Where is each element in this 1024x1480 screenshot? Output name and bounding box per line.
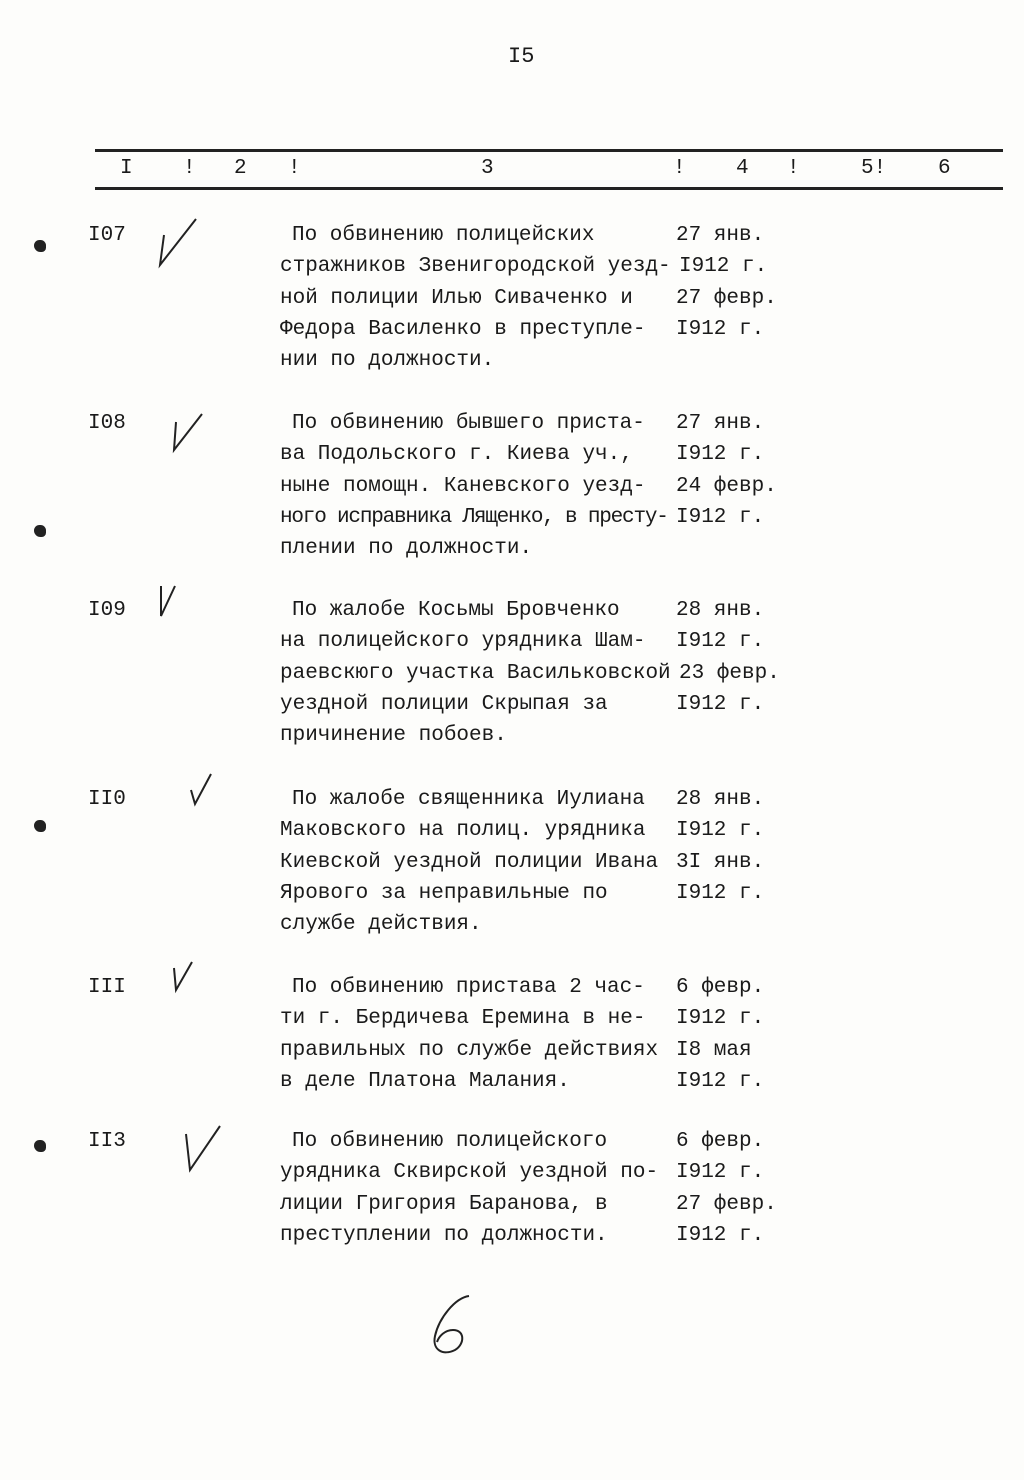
description-line: По обвинению бывшего приста- xyxy=(292,412,645,435)
description-line: на полицейского урядника Шам- xyxy=(280,630,646,654)
start-date-line: 28 янв. xyxy=(676,788,765,811)
header-col-4: 4 xyxy=(736,157,749,180)
description-line: стражников Звенигородской уезд- xyxy=(280,255,671,279)
header-col-3: 3 xyxy=(481,157,494,180)
start-date-line: 6 февр. xyxy=(676,1130,765,1153)
start-date-line: I912 г. xyxy=(676,1161,765,1185)
description-line: По жалобе Косьмы Бровченко xyxy=(292,599,620,622)
end-date-line: I912 г. xyxy=(676,881,765,905)
end-date-line: 3I янв. xyxy=(676,850,765,874)
description-line: преступлении по должности. xyxy=(280,1223,608,1247)
entry-number: II3 xyxy=(88,1130,126,1153)
entry-number: III xyxy=(88,976,126,999)
header-col-6: 6 xyxy=(938,157,951,180)
start-date-line: I912 г. xyxy=(676,443,765,467)
end-date-line: 24 февр. xyxy=(676,474,777,498)
description-line: ти г. Бердичева Еремина в не- xyxy=(280,1007,646,1031)
binding-hole-mark xyxy=(34,240,46,252)
description-line: ного исправника Лященко, в престу- xyxy=(280,505,668,529)
start-date-line: I912 г. xyxy=(676,819,765,843)
description-line: По обвинению полицейских xyxy=(292,224,595,247)
entry-number: I09 xyxy=(88,599,126,622)
header-separator: ! xyxy=(787,157,800,180)
header-bottom-rule xyxy=(95,187,1003,190)
header-col-2: 2 xyxy=(234,157,247,180)
header-separator: ! xyxy=(288,157,301,180)
description-line: урядника Сквирской уездной по- xyxy=(280,1161,659,1185)
description-line: По обвинению полицейского xyxy=(292,1130,608,1153)
handwritten-number-6 xyxy=(425,1290,485,1360)
description-line: нии по должности. xyxy=(280,349,495,373)
end-date-line: I912 г. xyxy=(676,1069,765,1093)
start-date-line: I912 г. xyxy=(676,630,765,654)
description-line: правильных по службе действиях xyxy=(280,1038,659,1062)
header-col-1: I xyxy=(120,157,133,180)
binding-hole-mark xyxy=(34,820,46,832)
description-line: По обвинению пристава 2 час- xyxy=(292,976,645,999)
checkmark-icon xyxy=(168,408,218,468)
checkmark-icon xyxy=(180,1120,230,1180)
end-date-line: I8 мая xyxy=(676,1038,752,1062)
description-line: службе действия. xyxy=(280,913,482,937)
end-date-line: 27 февр. xyxy=(676,1192,777,1216)
end-date-line: I912 г. xyxy=(676,1223,765,1247)
header-top-rule xyxy=(95,149,1003,152)
end-date-line: 23 февр. xyxy=(679,661,780,685)
description-line: Маковского на полиц. урядника xyxy=(280,819,646,843)
binding-hole-mark xyxy=(34,525,46,537)
description-line: ныне помощн. Каневского уезд- xyxy=(280,474,646,498)
description-line: плении по должности. xyxy=(280,537,533,561)
description-line: причинение побоев. xyxy=(280,724,507,748)
start-date-line: 27 янв. xyxy=(676,224,765,247)
description-line: Киевской уездной полиции Ивана xyxy=(280,850,659,874)
checkmark-icon xyxy=(156,215,206,275)
end-date-line: I912 г. xyxy=(676,692,765,716)
start-date-line: I912 г. xyxy=(676,1007,765,1031)
entry-number: I07 xyxy=(88,224,126,247)
entry-number: II0 xyxy=(88,788,126,811)
description-line: По жалобе священника Иулиана xyxy=(292,788,645,811)
header-separator: ! xyxy=(183,157,196,180)
description-line: Федора Василенко в преступле- xyxy=(280,317,646,341)
end-date-line: I912 г. xyxy=(676,505,765,529)
start-date-line: 6 февр. xyxy=(676,976,765,999)
description-line: раевскюго участка Васильковской xyxy=(280,661,671,685)
page-number: I5 xyxy=(508,44,535,69)
end-date-line: I912 г. xyxy=(676,317,765,341)
start-date-line: I912 г. xyxy=(679,255,768,279)
header-col-5: 5! xyxy=(861,157,887,180)
checkmark-icon xyxy=(168,960,218,1020)
description-line: уездной полиции Скрыпая за xyxy=(280,692,608,716)
start-date-line: 27 янв. xyxy=(676,412,765,435)
header-separator: ! xyxy=(673,157,686,180)
description-line: ной полиции Илью Сиваченко и xyxy=(280,286,633,310)
start-date-line: 28 янв. xyxy=(676,599,765,622)
description-line: лиции Григория Баранова, в xyxy=(280,1192,608,1216)
description-line: Ярового за неправильные по xyxy=(280,881,608,905)
checkmark-icon xyxy=(155,580,205,640)
entry-number: I08 xyxy=(88,412,126,435)
description-line: ва Подольского г. Киева уч., xyxy=(280,443,633,467)
checkmark-icon xyxy=(185,770,235,830)
binding-hole-mark xyxy=(34,1140,46,1152)
end-date-line: 27 февр. xyxy=(676,286,777,310)
description-line: в деле Платона Малания. xyxy=(280,1069,570,1093)
